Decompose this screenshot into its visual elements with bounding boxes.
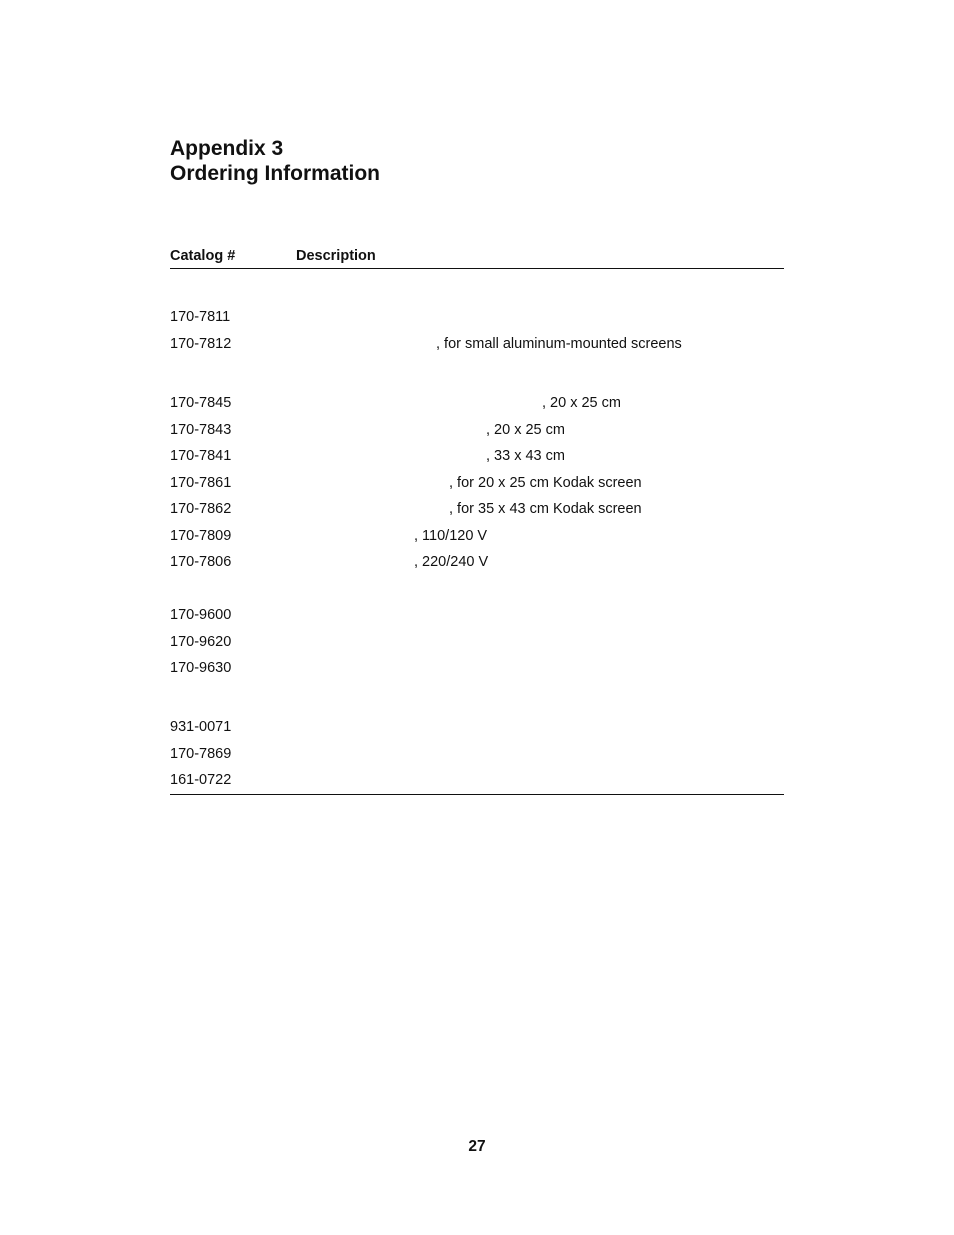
- catalog-number: 170-7806: [170, 554, 232, 570]
- catalog-number: 170-7861: [170, 475, 232, 491]
- catalog-number: 170-7862: [170, 501, 232, 517]
- table-header-rule: [170, 268, 784, 269]
- table-row: [170, 771, 784, 789]
- table-row: [170, 447, 784, 465]
- description: , 110/120 V: [414, 528, 488, 544]
- column-header-description: Description: [296, 248, 376, 264]
- description: , for 20 x 25 cm Kodak screen: [449, 475, 642, 491]
- table-row: [170, 553, 784, 571]
- table-row: [170, 335, 784, 353]
- catalog-number: 170-7812: [170, 336, 232, 352]
- description: , 220/240 V: [414, 554, 489, 570]
- catalog-number: 170-9600: [170, 607, 232, 623]
- section-title: Ordering Information: [170, 162, 380, 185]
- description: , 33 x 43 cm: [486, 448, 565, 464]
- table-row: [170, 718, 784, 736]
- catalog-number: 931-0071: [170, 719, 232, 735]
- description: , for small aluminum-mounted screens: [436, 336, 682, 352]
- catalog-number: 170-7869: [170, 746, 232, 762]
- page-heading: [170, 136, 380, 186]
- catalog-number: 170-9620: [170, 634, 232, 650]
- column-header-catalog: Catalog #: [170, 248, 236, 264]
- page-number: 27: [468, 1138, 486, 1155]
- table-row: [170, 606, 784, 624]
- table-bottom-rule: [170, 794, 784, 795]
- table-row: [170, 527, 784, 545]
- appendix-title: Appendix 3: [170, 137, 284, 160]
- description: , 20 x 25 cm: [542, 395, 621, 411]
- catalog-number: 170-7809: [170, 528, 232, 544]
- table-row: [170, 633, 784, 651]
- catalog-number: 170-7843: [170, 422, 232, 438]
- table-row: [170, 474, 784, 492]
- table-row: [170, 659, 784, 677]
- catalog-number: 170-7845: [170, 395, 232, 411]
- table-row: [170, 394, 784, 412]
- description: , 20 x 25 cm: [486, 422, 565, 438]
- catalog-number: 161-0722: [170, 772, 232, 788]
- table-row: [170, 500, 784, 518]
- table-row: [170, 308, 784, 326]
- table-row: [170, 421, 784, 439]
- catalog-number: 170-7841: [170, 448, 232, 464]
- description: , for 35 x 43 cm Kodak screen: [449, 501, 642, 517]
- table-row: [170, 745, 784, 763]
- catalog-number: 170-9630: [170, 660, 232, 676]
- catalog-number: 170-7811: [170, 309, 231, 325]
